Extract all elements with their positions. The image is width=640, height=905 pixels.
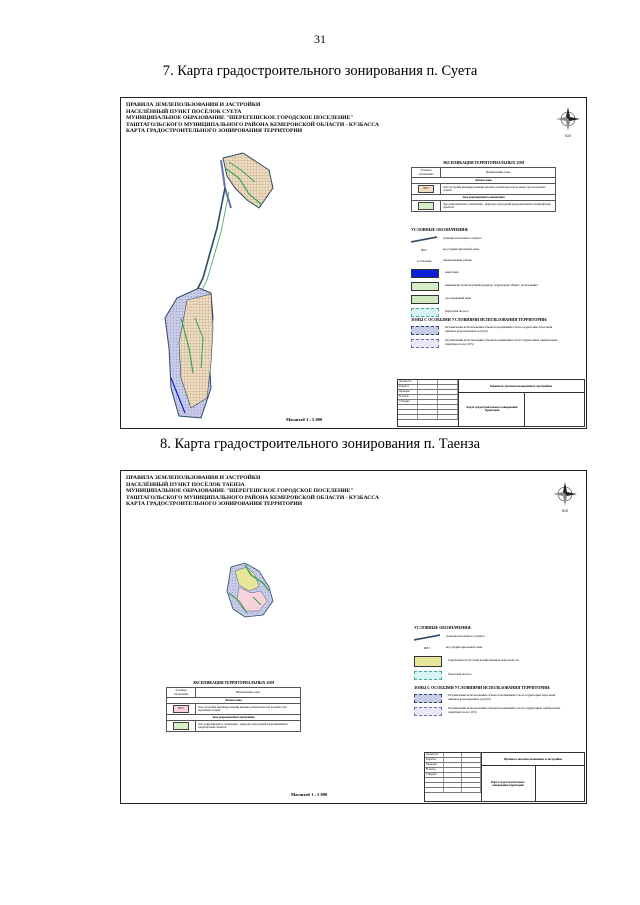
title-block-2	[424, 752, 585, 802]
col-name: Наименование зоны	[441, 168, 556, 177]
legend-item	[414, 694, 564, 703]
zone-code-cell	[167, 703, 196, 714]
legend-item	[411, 269, 561, 278]
zoning-map-taenza	[219, 561, 279, 621]
legend-panel-2	[414, 626, 564, 684]
recreation-swatch	[418, 202, 434, 210]
zone-section: Зона рекреационного назначения	[167, 714, 301, 720]
legend-item	[411, 308, 561, 317]
stamp-row: Должность	[398, 380, 458, 385]
zone-description: Зона застройки индивидуальными жилыми домами высотой не выше трех надземных этажей	[441, 183, 556, 194]
stamp-row	[425, 788, 481, 793]
legend-item	[411, 282, 561, 291]
compass-rose-icon	[554, 104, 582, 138]
stamp-row: Должность	[425, 753, 481, 758]
legend-label: акватория	[445, 270, 459, 275]
stamp-divider	[524, 392, 525, 426]
title-block-1	[397, 379, 585, 427]
stamp-divider	[458, 392, 584, 393]
col-code: Условное обозначение	[167, 688, 196, 697]
explication-panel-1	[411, 161, 556, 212]
residential-swatch: ЖЗ 5	[418, 185, 434, 193]
header-line: ПРАВИЛА ЗЕМЛЕПОЛЬЗОВАНИЯ И ЗАСТРОЙКИ	[126, 102, 261, 108]
stamp-grid	[398, 380, 459, 426]
corridor-swatch	[411, 282, 439, 291]
legend-item	[414, 707, 564, 716]
stamp-row: Проверил	[398, 390, 458, 395]
legend-label: Ограничение использования объектов недвижимости на территории береговой линии и водоохранных зон (02)	[445, 325, 553, 334]
svg-text:ЮЗ: ЮЗ	[562, 509, 568, 513]
legend-label: Ограничение использования объектов недвижимости на территории береговой линии и водоохранных зон (02)	[448, 693, 556, 702]
header-line: НАСЕЛЁННЫЙ ПУНКТ ПОСЁЛОК СУЕТА	[126, 108, 242, 115]
legend-item	[411, 326, 561, 335]
header-line: ТАШТАГОЛЬСКОГО МУНИЦИПАЛЬНОГО РАЙОНА КЕМЕРОВСКОЙ ОБЛАСТИ - КУЗБАССА	[126, 494, 380, 501]
map-header-2	[126, 475, 379, 508]
acvatory-swatch	[411, 269, 439, 278]
stamp-row: Проверил	[425, 763, 481, 768]
special-zones-title: ЗОНЫ С ОСОБЫМИ УСЛОВИЯМИ ИСПОЛЬЗОВАНИЯ ТЕРРИТОРИИ:	[411, 317, 548, 322]
stamp-row: Утвердил	[425, 773, 481, 778]
legend-label: код территориальной зоны	[446, 645, 483, 650]
zone-code-sample: ЖЗ 5	[423, 645, 431, 650]
legend-item	[411, 339, 561, 348]
stamp-subtitle: Карта градостроительного зонирования территории	[491, 781, 525, 787]
zone-description: Зона рекреационного назначения - природно-культурный рекреационный и ландшафтный объектов	[196, 721, 301, 732]
legend-label: наименования улицы	[443, 258, 472, 263]
stamp-row: Утвердил	[398, 400, 458, 405]
stamp-subtitle: Карта градостроительного зонирования территории	[466, 406, 518, 412]
legend-item	[414, 634, 564, 641]
legend-label: береговая полоса	[445, 309, 469, 314]
explication-title: ЭКСПЛИКАЦИЯ ТЕРРИТОРИАЛЬНЫХ ЗОН	[442, 161, 525, 165]
explication-table	[411, 167, 556, 212]
stamp-row: Разработ.	[398, 385, 458, 390]
legend-label: инженерно-транспортный коридор, территория общего пользования	[445, 283, 538, 288]
no-activity-swatch	[414, 656, 442, 667]
zone-code-cell	[167, 721, 196, 732]
legend-label: код территориальной зоны	[443, 247, 480, 252]
boundary-line-icon	[414, 634, 440, 641]
compass-rose-icon	[551, 479, 579, 513]
svg-text:ЮЗ: ЮЗ	[565, 134, 571, 138]
waterzone-swatch	[414, 694, 442, 703]
residential-swatch: ЖЗ 5	[173, 705, 189, 713]
legend-title: УСЛОВНЫЕ ОБОЗНАЧЕНИЯ:	[411, 227, 469, 232]
legend-panel-1	[411, 228, 561, 321]
special-zones-panel-1	[411, 318, 561, 352]
special-zones-panel-2	[414, 686, 564, 720]
header-line: МУНИЦИПАЛЬНОЕ ОБРАЗОВАНИЕ "ШЕРЕГЕШСКОЕ ГОРОДСКОЕ ПОСЕЛЕНИЕ"	[126, 115, 354, 122]
col-name: Наименование зоны	[196, 688, 301, 697]
coast-swatch	[414, 671, 442, 680]
special-zones-title: ЗОНЫ С ОСОБЫМИ УСЛОВИЯМИ ИСПОЛЬЗОВАНИЯ ТЕРРИТОРИИ:	[414, 685, 551, 690]
col-code: Условное обозначение	[412, 168, 441, 177]
header-line: КАРТА ГРАДОСТРОИТЕЛЬНОГО ЗОНИРОВАНИЯ ТЕРРИТОРИИ	[126, 501, 303, 508]
stamp-row: Н. контр.	[398, 395, 458, 400]
street-name-sample: ул. Ключевая	[416, 259, 432, 263]
recreation-swatch	[173, 722, 189, 730]
map-scale: Масштаб 1 : 5 000	[291, 792, 328, 797]
legend-item	[411, 247, 561, 254]
header-line: ТАШТАГОЛЬСКОГО МУНИЦИПАЛЬНОГО РАЙОНА КЕМЕРОВСКОЙ ОБЛАСТИ - КУЗБАССА	[126, 121, 380, 128]
legend-label: граница населенного пункта	[443, 236, 482, 241]
map-sheet-1	[120, 97, 587, 429]
stamp-row: Разработ.	[425, 758, 481, 763]
explication-table	[166, 687, 301, 732]
stamp-grid	[425, 753, 482, 801]
legend-item	[414, 645, 564, 652]
legend-label: береговая полоса	[448, 672, 472, 677]
coast-swatch	[411, 308, 439, 317]
explication-title: ЭКСПЛИКАЦИЯ ТЕРРИТОРИАЛЬНЫХ ЗОН	[192, 681, 275, 685]
zone-code-cell	[412, 183, 441, 194]
stamp-row	[398, 415, 458, 420]
map-caption-1: 7. Карта градостроительного зонирования п. Суета	[162, 63, 478, 79]
map-sheet-2	[120, 470, 587, 804]
legend-title: УСЛОВНЫЕ ОБОЗНАЧЕНИЯ:	[414, 625, 472, 630]
header-line: МУНИЦИПАЛЬНОЕ ОБРАЗОВАНИЕ "ШЕРЕГЕШСКОЕ ГОРОДСКОЕ ПОСЕЛЕНИЕ"	[126, 488, 354, 495]
header-line: НАСЕЛЁННЫЙ ПУНКТ ПОСЁЛОК ТАЕНЗА	[126, 481, 245, 488]
park-swatch	[411, 295, 439, 304]
legend-label: территория отсутствия хозяйственной деятельности	[448, 658, 519, 663]
legend-label: граница населенного пункта	[446, 634, 485, 639]
zone-code-sample: ЖЗ 5	[420, 247, 428, 252]
waterzone-swatch	[411, 326, 439, 335]
map-scale: Масштаб 1 : 5 000	[286, 417, 323, 422]
map-header-1	[126, 102, 379, 135]
legend-item	[411, 258, 561, 265]
zone-section: Зона рекреационного назначения	[412, 194, 556, 200]
legend-item	[414, 656, 564, 667]
legend-label: лесопарковый парк	[445, 296, 472, 301]
legend-item	[411, 236, 561, 243]
zone-section: Жилые зоны	[167, 697, 301, 703]
stamp-row: Н. контр.	[425, 768, 481, 773]
stamp-divider	[481, 765, 584, 766]
stamp-title: Правила землепользования и застройки	[503, 757, 563, 761]
page-number: 31	[314, 32, 326, 46]
coastal-strip-swatch	[414, 707, 442, 716]
explication-panel-2	[166, 681, 301, 732]
legend-item	[411, 295, 561, 304]
header-line: ПРАВИЛА ЗЕМЛЕПОЛЬЗОВАНИЯ И ЗАСТРОЙКИ	[126, 475, 261, 481]
zone-section: Жилые зоны	[412, 177, 556, 183]
zone-code-cell	[412, 201, 441, 212]
stamp-title: Правила землепользования и застройки	[490, 384, 552, 388]
coastal-strip-swatch	[411, 339, 439, 348]
map-caption-2: 8. Карта градостроительного зонирования п. Таенза	[159, 436, 481, 452]
boundary-line-icon	[411, 236, 437, 243]
legend-label: Ограничения использования объектов недвижимости на территориях прибрежных защитных полос (03)	[445, 338, 558, 347]
stamp-divider	[535, 765, 536, 801]
legend-label: Ограничения использования объектов недвижимости на территориях прибрежных защитных полос (03)	[448, 706, 561, 715]
zoning-map-sueta	[151, 148, 291, 428]
legend-item	[414, 671, 564, 680]
zone-description: Зона рекреационного назначения - природно-культурный рекреационный и ландшафтный объектов	[441, 201, 556, 212]
header-line: КАРТА ГРАДОСТРОИТЕЛЬНОГО ЗОНИРОВАНИЯ ТЕРРИТОРИИ	[126, 128, 303, 135]
zone-description: Зона застройки индивидуальными жилыми домами высотой не выше трех надземных этажей	[196, 703, 301, 714]
